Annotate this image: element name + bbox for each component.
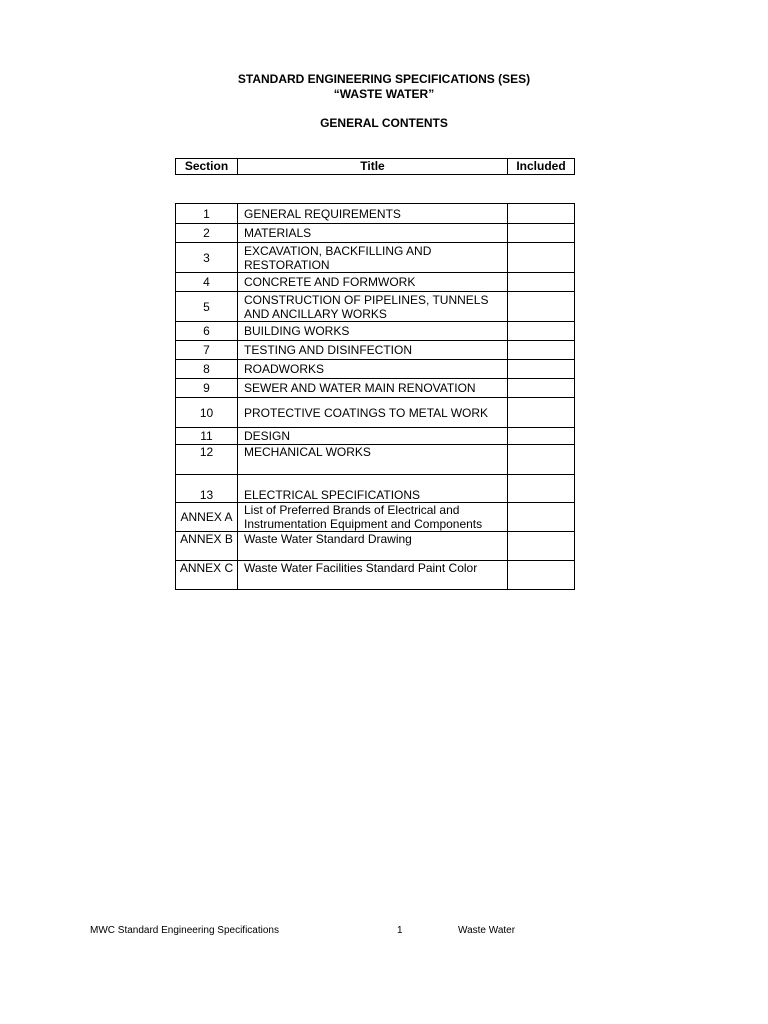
included-cell	[508, 445, 575, 475]
included-cell	[508, 561, 575, 590]
section-cell: 1	[176, 204, 238, 224]
included-cell	[508, 475, 575, 503]
contents-heading: GENERAL CONTENTS	[320, 116, 448, 130]
table-row	[176, 398, 575, 428]
included-cell	[508, 322, 575, 341]
included-cell	[508, 341, 575, 360]
section-cell: 13	[176, 475, 238, 503]
section-cell: 9	[176, 379, 238, 398]
section-cell: ANNEX C	[176, 561, 238, 590]
contents-table	[175, 203, 575, 590]
included-cell	[508, 243, 575, 273]
table-row	[176, 428, 575, 445]
table-row	[176, 204, 575, 224]
table-row	[176, 341, 575, 360]
table-row	[176, 532, 575, 561]
title-cell: ROADWORKS	[238, 360, 508, 379]
title-cell: CONSTRUCTION OF PIPELINES, TUNNELS AND ANCILLARY WORKS	[238, 292, 508, 322]
table-row	[176, 503, 575, 532]
footer-section-name: Waste Water	[458, 925, 516, 936]
included-cell	[508, 532, 575, 561]
title-cell: EXCAVATION, BACKFILLING AND RESTORATION	[238, 243, 508, 273]
table-row	[176, 360, 575, 379]
title-cell: BUILDING WORKS	[238, 322, 508, 341]
section-cell: ANNEX A	[176, 503, 238, 532]
footer-page-number: 1	[397, 925, 403, 936]
included-cell	[508, 428, 575, 445]
table-row	[176, 273, 575, 292]
included-cell	[508, 224, 575, 243]
section-cell: 10	[176, 398, 238, 428]
header-row	[176, 159, 575, 175]
included-cell	[508, 360, 575, 379]
included-cell	[508, 292, 575, 322]
document-subtitle: “WASTE WATER”	[333, 87, 435, 101]
title-cell: MATERIALS	[238, 224, 508, 243]
included-cell	[508, 503, 575, 532]
column-header-included: Included	[508, 159, 575, 175]
title-cell: List of Preferred Brands of Electrical and Instrumentation Equipment and Components	[238, 503, 508, 532]
table-row	[176, 561, 575, 590]
section-cell: 12	[176, 445, 238, 475]
section-cell: 7	[176, 341, 238, 360]
included-cell	[508, 379, 575, 398]
column-header-section: Section	[176, 159, 238, 175]
title-cell: SEWER AND WATER MAIN RENOVATION	[238, 379, 508, 398]
section-cell: 6	[176, 322, 238, 341]
section-cell: 4	[176, 273, 238, 292]
section-cell: 5	[176, 292, 238, 322]
table-row	[176, 224, 575, 243]
title-cell: Waste Water Facilities Standard Paint Color	[238, 561, 508, 590]
section-cell: ANNEX B	[176, 532, 238, 561]
title-cell: CONCRETE AND FORMWORK	[238, 273, 508, 292]
section-cell: 2	[176, 224, 238, 243]
included-cell	[508, 273, 575, 292]
table-row	[176, 292, 575, 322]
table-row	[176, 322, 575, 341]
title-cell: GENERAL REQUIREMENTS	[238, 204, 508, 224]
title-cell: DESIGN	[238, 428, 508, 445]
table-row	[176, 475, 575, 503]
footer-document-name: MWC Standard Engineering Specifications	[90, 925, 279, 936]
title-cell: MECHANICAL WORKS	[238, 445, 508, 475]
section-cell: 11	[176, 428, 238, 445]
title-cell: PROTECTIVE COATINGS TO METAL WORK	[238, 398, 508, 428]
table-row	[176, 445, 575, 475]
table-row	[176, 243, 575, 273]
included-cell	[508, 204, 575, 224]
section-cell: 8	[176, 360, 238, 379]
column-header-title: Title	[238, 159, 508, 175]
document-title: STANDARD ENGINEERING SPECIFICATIONS (SES)	[237, 72, 531, 86]
section-cell: 3	[176, 243, 238, 273]
title-cell: TESTING AND DISINFECTION	[238, 341, 508, 360]
included-cell	[508, 398, 575, 428]
title-cell: ELECTRICAL SPECIFICATIONS	[238, 475, 508, 503]
contents-header-table	[175, 158, 575, 175]
title-cell: Waste Water Standard Drawing	[238, 532, 508, 561]
table-row	[176, 379, 575, 398]
